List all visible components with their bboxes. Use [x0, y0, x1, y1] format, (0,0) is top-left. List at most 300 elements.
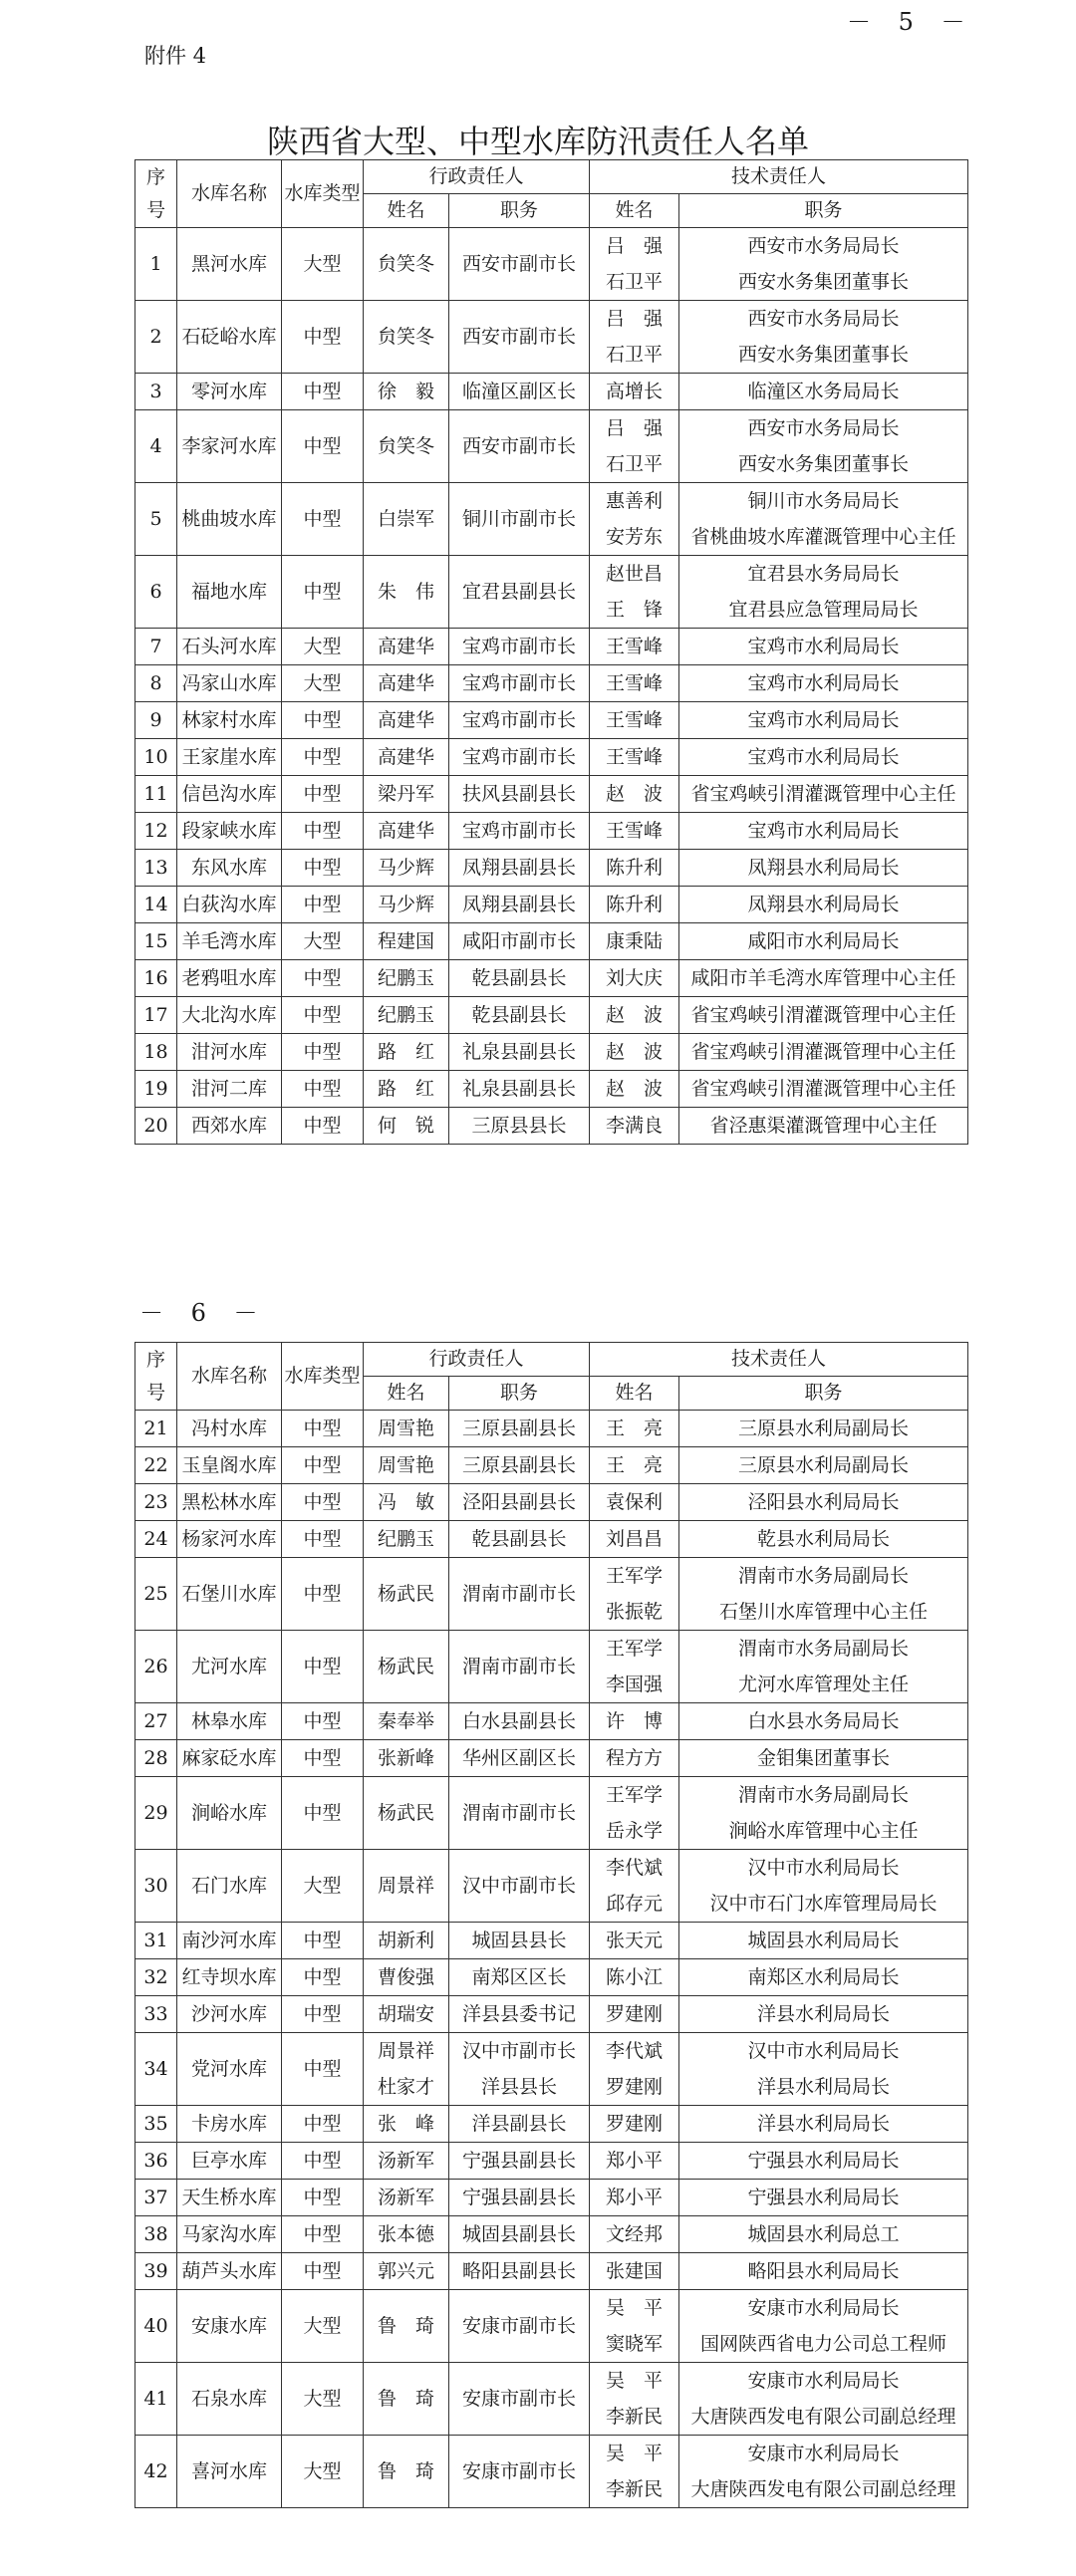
tech-position	[679, 1959, 968, 1996]
tech-position-line: 省宝鸡峡引渭灌溉管理中心主任	[690, 1078, 956, 1100]
reservoir-name: 石头河水库	[177, 629, 282, 665]
admin-name: 杨武民	[364, 1558, 449, 1631]
tech-name-line: 程方方	[606, 1747, 664, 1769]
admin-position: 洋县县委书记	[449, 1996, 590, 2033]
admin-position: 渭南市副市长	[449, 1777, 590, 1850]
row-number: 22	[135, 1447, 177, 1484]
tech-name	[590, 2253, 679, 2290]
admin-name	[364, 2033, 449, 2106]
table-row	[135, 1996, 968, 2033]
tech-position	[679, 483, 968, 556]
tech-name-line: 赵 波	[606, 1041, 664, 1063]
tech-name	[590, 374, 679, 410]
tech-position-line: 西安水务集团董事长	[738, 344, 910, 366]
tech-name-line: 罗建刚	[606, 2113, 664, 2135]
header-reservoir-name: 水库名称	[177, 160, 282, 228]
tech-name	[590, 2106, 679, 2143]
tech-name-line: 王军学	[606, 1565, 664, 1587]
tech-position	[679, 2106, 968, 2143]
reservoir-name: 石砭峪水库	[177, 301, 282, 374]
tech-name	[590, 1850, 679, 1923]
admin-name: 杨武民	[364, 1631, 449, 1703]
reservoir-type: 中型	[282, 1996, 364, 2033]
tech-name-line: 陈小江	[606, 1966, 664, 1988]
row-number: 7	[135, 629, 177, 665]
row-number: 2	[135, 301, 177, 374]
admin-name: 高建华	[364, 702, 449, 739]
tech-position-line: 大唐陕西发电有限公司副总经理	[690, 2478, 956, 2500]
reservoir-type: 中型	[282, 2106, 364, 2143]
tech-position	[679, 301, 968, 374]
reservoir-name: 巨亭水库	[177, 2143, 282, 2180]
tech-position-line: 国网陕西省电力公司总工程师	[700, 2333, 947, 2355]
admin-name: 纪鹏玉	[364, 997, 449, 1034]
table-row	[135, 1071, 968, 1108]
header-tech-group: 技术责任人	[590, 1343, 968, 1377]
tech-name	[590, 1558, 679, 1631]
table-row	[135, 1923, 968, 1959]
tech-position	[679, 1777, 968, 1850]
admin-position: 凤翔县副县长	[449, 850, 590, 887]
admin-position: 宝鸡市副市长	[449, 813, 590, 850]
admin-name: 冯 敏	[364, 1484, 449, 1521]
reservoir-name: 大北沟水库	[177, 997, 282, 1034]
admin-name: 周雪艳	[364, 1411, 449, 1447]
tech-position-line: 咸阳市水利局局长	[747, 930, 900, 952]
header-reservoir-name: 水库名称	[177, 1343, 282, 1411]
reservoir-name: 石泉水库	[177, 2363, 282, 2436]
admin-position: 乾县副县长	[449, 997, 590, 1034]
table-row	[135, 739, 968, 776]
tech-position	[679, 410, 968, 483]
row-number: 36	[135, 2143, 177, 2180]
tech-name-line: 李新民	[606, 2406, 664, 2428]
tech-position-line: 凤翔县水利局局长	[747, 894, 900, 915]
reservoir-name: 段家峡水库	[177, 813, 282, 850]
tech-name-line: 郑小平	[606, 2150, 664, 2172]
header-no-bottom: 号	[145, 198, 165, 221]
tech-position-line: 渭南市水务局副局长	[738, 1784, 910, 1806]
reservoir-name: 沙河水库	[177, 1996, 282, 2033]
row-number: 4	[135, 410, 177, 483]
admin-position: 宜君县副县长	[449, 556, 590, 629]
tech-name	[590, 410, 679, 483]
reservoir-name: 林皋水库	[177, 1703, 282, 1740]
admin-position: 华州区副区长	[449, 1740, 590, 1777]
header-admin-group: 行政责任人	[364, 1343, 590, 1377]
admin-position: 宁强县副县长	[449, 2143, 590, 2180]
reservoir-name: 桃曲坡水库	[177, 483, 282, 556]
reservoir-name: 尤河水库	[177, 1631, 282, 1703]
tech-position-line: 宁强县水利局局长	[747, 2187, 900, 2208]
table-row	[135, 1558, 968, 1631]
admin-position: 宁强县副县长	[449, 2180, 590, 2216]
admin-name: 胡瑞安	[364, 1996, 449, 2033]
admin-position: 宝鸡市副市长	[449, 702, 590, 739]
admin-position: 洋县副县长	[449, 2106, 590, 2143]
table-row	[135, 374, 968, 410]
tech-position	[679, 2436, 968, 2508]
reservoir-name: 天生桥水库	[177, 2180, 282, 2216]
admin-name: 张 峰	[364, 2106, 449, 2143]
tech-position-line: 铜川市水务局局长	[747, 490, 900, 512]
table-row	[135, 702, 968, 739]
reservoir-name: 党河水库	[177, 2033, 282, 2106]
tech-name	[590, 1411, 679, 1447]
reservoir-name: 杨家河水库	[177, 1521, 282, 1558]
reservoir-name: 麻家砭水库	[177, 1740, 282, 1777]
row-number: 19	[135, 1071, 177, 1108]
table-row	[135, 2363, 968, 2436]
tech-position-line: 汉中市水利局局长	[747, 2040, 900, 2062]
admin-position: 安康市副市长	[449, 2436, 590, 2508]
tech-name-line: 王军学	[606, 1784, 664, 1806]
row-number: 26	[135, 1631, 177, 1703]
reservoir-type: 中型	[282, 1923, 364, 1959]
admin-position: 城固县县长	[449, 1923, 590, 1959]
table-row	[135, 2216, 968, 2253]
tech-name-line: 袁保利	[606, 1491, 664, 1513]
tech-name-line: 石卫平	[606, 344, 664, 366]
admin-name: 秦奉举	[364, 1703, 449, 1740]
tech-position-line: 省桃曲坡水库灌溉管理中心主任	[690, 526, 956, 548]
reservoir-type: 中型	[282, 739, 364, 776]
table-row	[135, 1959, 968, 1996]
admin-name: 杨武民	[364, 1777, 449, 1850]
table-row	[135, 1447, 968, 1484]
page-number: － 6 －	[139, 1299, 268, 1327]
reservoir-name: 葫芦头水库	[177, 2253, 282, 2290]
reservoir-name: 泔河二库	[177, 1071, 282, 1108]
row-number: 40	[135, 2290, 177, 2363]
table-row	[135, 1108, 968, 1145]
tech-name	[590, 997, 679, 1034]
admin-position: 宝鸡市副市长	[449, 629, 590, 665]
admin-name: 周景祥	[364, 1850, 449, 1923]
tech-position	[679, 997, 968, 1034]
admin-position	[449, 2033, 590, 2106]
reservoir-name: 红寺坝水库	[177, 1959, 282, 1996]
tech-position	[679, 665, 968, 702]
admin-name: 纪鹏玉	[364, 1521, 449, 1558]
tech-position	[679, 1996, 968, 2033]
tech-position-line: 南郑区水利局局长	[747, 1966, 900, 1988]
tech-name-line: 许 博	[606, 1710, 664, 1732]
tech-name-line: 吕 强	[606, 308, 664, 330]
admin-position: 泾阳县副县长	[449, 1484, 590, 1521]
tech-name	[590, 2363, 679, 2436]
reservoir-type: 大型	[282, 629, 364, 665]
tech-name-line: 赵 波	[606, 1078, 664, 1100]
admin-position: 西安市副市长	[449, 301, 590, 374]
table-row	[135, 2143, 968, 2180]
tech-position	[679, 1850, 968, 1923]
tech-position-line: 汉中市石门水库管理局局长	[709, 1893, 938, 1915]
row-number: 8	[135, 665, 177, 702]
tech-position-line: 渭南市水务局副局长	[738, 1638, 910, 1660]
header-reservoir-type: 水库类型	[282, 1343, 364, 1411]
admin-name-line: 周景祥	[377, 2040, 434, 2062]
reservoir-name: 李家河水库	[177, 410, 282, 483]
tech-position-line: 凤翔县水利局局长	[747, 857, 900, 879]
header-admin-position: 职务	[449, 1377, 590, 1411]
tech-position-line: 西安水务集团董事长	[738, 271, 910, 293]
admin-position: 乾县副县长	[449, 960, 590, 997]
table-row	[135, 2290, 968, 2363]
row-number: 37	[135, 2180, 177, 2216]
admin-name: 贠笑冬	[364, 410, 449, 483]
tech-position-line: 安康市水利局局长	[747, 2297, 900, 2319]
admin-name: 周雪艳	[364, 1447, 449, 1484]
tech-position	[679, 1447, 968, 1484]
admin-name: 胡新利	[364, 1923, 449, 1959]
admin-name: 朱 伟	[364, 556, 449, 629]
tech-position	[679, 1521, 968, 1558]
reservoir-type: 中型	[282, 813, 364, 850]
tech-name-line: 罗建刚	[606, 2076, 664, 2098]
admin-position: 临潼区副区长	[449, 374, 590, 410]
tech-name-line: 罗建刚	[606, 2003, 664, 2025]
row-number: 16	[135, 960, 177, 997]
table-row	[135, 2180, 968, 2216]
reservoir-name: 零河水库	[177, 374, 282, 410]
tech-name	[590, 665, 679, 702]
admin-position: 三原县副县长	[449, 1411, 590, 1447]
row-number: 38	[135, 2216, 177, 2253]
reservoir-type: 中型	[282, 374, 364, 410]
admin-name: 汤新军	[364, 2143, 449, 2180]
tech-name-line: 石卫平	[606, 453, 664, 475]
table-row	[135, 813, 968, 850]
header-row-1	[135, 1343, 968, 1377]
tech-name-line: 张建国	[606, 2260, 664, 2282]
row-number: 9	[135, 702, 177, 739]
tech-name	[590, 1071, 679, 1108]
table-row	[135, 960, 968, 997]
admin-position: 安康市副市长	[449, 2363, 590, 2436]
reservoir-name: 安康水库	[177, 2290, 282, 2363]
tech-position-line: 西安市水务局局长	[747, 417, 900, 439]
tech-name-line: 赵 波	[606, 1004, 664, 1026]
reservoir-table-page-6	[134, 1342, 968, 2508]
tech-name	[590, 629, 679, 665]
header-row-1	[135, 160, 968, 194]
admin-name: 何 锐	[364, 1108, 449, 1145]
tech-position	[679, 374, 968, 410]
admin-name: 高建华	[364, 629, 449, 665]
row-number: 5	[135, 483, 177, 556]
admin-name: 高建华	[364, 813, 449, 850]
admin-name: 纪鹏玉	[364, 960, 449, 997]
tech-position-line: 泾阳县水利局局长	[747, 1491, 900, 1513]
reservoir-name: 羊毛湾水库	[177, 923, 282, 960]
tech-name	[590, 2180, 679, 2216]
reservoir-type: 中型	[282, 1447, 364, 1484]
reservoir-type: 中型	[282, 1484, 364, 1521]
table-row	[135, 776, 968, 813]
table-row	[135, 483, 968, 556]
tech-position-line: 西安水务集团董事长	[738, 453, 910, 475]
row-number: 10	[135, 739, 177, 776]
tech-position	[679, 228, 968, 301]
reservoir-type: 大型	[282, 923, 364, 960]
admin-position: 扶风县副县长	[449, 776, 590, 813]
table-row	[135, 1740, 968, 1777]
tech-name-line: 刘昌昌	[606, 1528, 664, 1550]
table-row	[135, 997, 968, 1034]
page-number: － 5 －	[847, 8, 975, 36]
tech-name-line: 窦晓军	[606, 2333, 664, 2355]
tech-position	[679, 2033, 968, 2106]
tech-name	[590, 1777, 679, 1850]
tech-position	[679, 2143, 968, 2180]
table-row	[135, 665, 968, 702]
header-no	[135, 160, 177, 228]
reservoir-name: 石堡川水库	[177, 1558, 282, 1631]
table-row	[135, 301, 968, 374]
tech-name-line: 赵世昌	[606, 563, 664, 585]
reservoir-type: 大型	[282, 1850, 364, 1923]
row-number: 17	[135, 997, 177, 1034]
admin-position: 白水县副县长	[449, 1703, 590, 1740]
reservoir-type: 大型	[282, 665, 364, 702]
header-tech-position: 职务	[679, 1377, 968, 1411]
row-number: 14	[135, 887, 177, 923]
table-row	[135, 2106, 968, 2143]
tech-position	[679, 1558, 968, 1631]
table-row	[135, 1484, 968, 1521]
reservoir-name: 黑河水库	[177, 228, 282, 301]
tech-position	[679, 739, 968, 776]
table-row	[135, 2436, 968, 2508]
row-number: 34	[135, 2033, 177, 2106]
header-tech-name: 姓名	[590, 194, 679, 228]
reservoir-name: 石门水库	[177, 1850, 282, 1923]
tech-name-line: 邱存元	[606, 1893, 664, 1915]
reservoir-name: 王家崖水库	[177, 739, 282, 776]
tech-position	[679, 1923, 968, 1959]
admin-name: 张本德	[364, 2216, 449, 2253]
table-row	[135, 1850, 968, 1923]
tech-position-line: 省宝鸡峡引渭灌溉管理中心主任	[690, 1041, 956, 1063]
table-body-page-5	[135, 228, 968, 1145]
header-tech-group: 技术责任人	[590, 160, 968, 194]
table-row	[135, 410, 968, 483]
reservoir-name: 西郊水库	[177, 1108, 282, 1145]
tech-name	[590, 1631, 679, 1703]
table-row	[135, 556, 968, 629]
row-number: 13	[135, 850, 177, 887]
admin-position: 南郑区区长	[449, 1959, 590, 1996]
row-number: 25	[135, 1558, 177, 1631]
tech-position	[679, 1484, 968, 1521]
row-number: 30	[135, 1850, 177, 1923]
tech-name	[590, 1484, 679, 1521]
tech-position-line: 宝鸡市水利局局长	[747, 746, 900, 768]
tech-position-line: 三原县水利局副局长	[738, 1417, 910, 1439]
admin-position: 乾县副县长	[449, 1521, 590, 1558]
admin-name: 马少辉	[364, 850, 449, 887]
row-number: 11	[135, 776, 177, 813]
tech-position-line: 三原县水利局副局长	[738, 1454, 910, 1476]
tech-position	[679, 2180, 968, 2216]
tech-position	[679, 2290, 968, 2363]
tech-name	[590, 850, 679, 887]
reservoir-name: 冯家山水库	[177, 665, 282, 702]
row-number: 35	[135, 2106, 177, 2143]
reservoir-name: 白荻沟水库	[177, 887, 282, 923]
tech-position-line: 安康市水利局局长	[747, 2443, 900, 2464]
admin-name: 贠笑冬	[364, 228, 449, 301]
tech-name-line: 岳永学	[606, 1820, 664, 1842]
row-number: 29	[135, 1777, 177, 1850]
tech-name	[590, 702, 679, 739]
tech-position	[679, 1108, 968, 1145]
reservoir-type: 中型	[282, 1777, 364, 1850]
reservoir-type: 中型	[282, 1558, 364, 1631]
header-no-bottom: 号	[145, 1381, 165, 1404]
tech-name	[590, 228, 679, 301]
table-row	[135, 1777, 968, 1850]
tech-name-line: 王雪峰	[606, 672, 664, 694]
reservoir-name: 马家沟水库	[177, 2216, 282, 2253]
admin-name: 张新峰	[364, 1740, 449, 1777]
tech-position-line: 西安市水务局局长	[747, 235, 900, 257]
tech-name-line: 张天元	[606, 1930, 664, 1951]
row-number: 28	[135, 1740, 177, 1777]
document-title: 陕西省大型、中型水库防汛责任人名单	[266, 123, 809, 160]
reservoir-type: 中型	[282, 1108, 364, 1145]
header-no	[135, 1343, 177, 1411]
admin-position: 礼泉县副县长	[449, 1071, 590, 1108]
tech-name	[590, 1923, 679, 1959]
admin-position: 三原县副县长	[449, 1447, 590, 1484]
admin-name: 鲁 琦	[364, 2290, 449, 2363]
row-number: 32	[135, 1959, 177, 1996]
admin-name: 高建华	[364, 739, 449, 776]
tech-name	[590, 301, 679, 374]
row-number: 1	[135, 228, 177, 301]
tech-name-line: 王 亮	[606, 1454, 664, 1476]
reservoir-type: 中型	[282, 1521, 364, 1558]
tech-name	[590, 2033, 679, 2106]
reservoir-type: 中型	[282, 887, 364, 923]
admin-name: 鲁 琦	[364, 2436, 449, 2508]
tech-name-line: 李代斌	[606, 2040, 664, 2062]
reservoir-type: 中型	[282, 850, 364, 887]
tech-position-line: 洋县水利局局长	[757, 2003, 891, 2025]
row-number: 23	[135, 1484, 177, 1521]
tech-position-line: 省泾惠渠灌溉管理中心主任	[709, 1115, 938, 1137]
table-row	[135, 1034, 968, 1071]
tech-position-line: 咸阳市羊毛湾水库管理中心主任	[690, 967, 956, 989]
tech-position-line: 城固县水利局总工	[747, 2223, 900, 2245]
tech-position	[679, 887, 968, 923]
tech-position-line: 宝鸡市水利局局长	[747, 820, 900, 842]
row-number: 6	[135, 556, 177, 629]
reservoir-type: 中型	[282, 2033, 364, 2106]
admin-position: 铜川市副市长	[449, 483, 590, 556]
tech-name	[590, 1996, 679, 2033]
tech-name	[590, 1740, 679, 1777]
admin-name: 贠笑冬	[364, 301, 449, 374]
admin-name: 曹俊强	[364, 1959, 449, 1996]
reservoir-name: 黑松林水库	[177, 1484, 282, 1521]
tech-name	[590, 2290, 679, 2363]
tech-position	[679, 850, 968, 887]
row-number: 18	[135, 1034, 177, 1071]
reservoir-name: 玉皇阁水库	[177, 1447, 282, 1484]
